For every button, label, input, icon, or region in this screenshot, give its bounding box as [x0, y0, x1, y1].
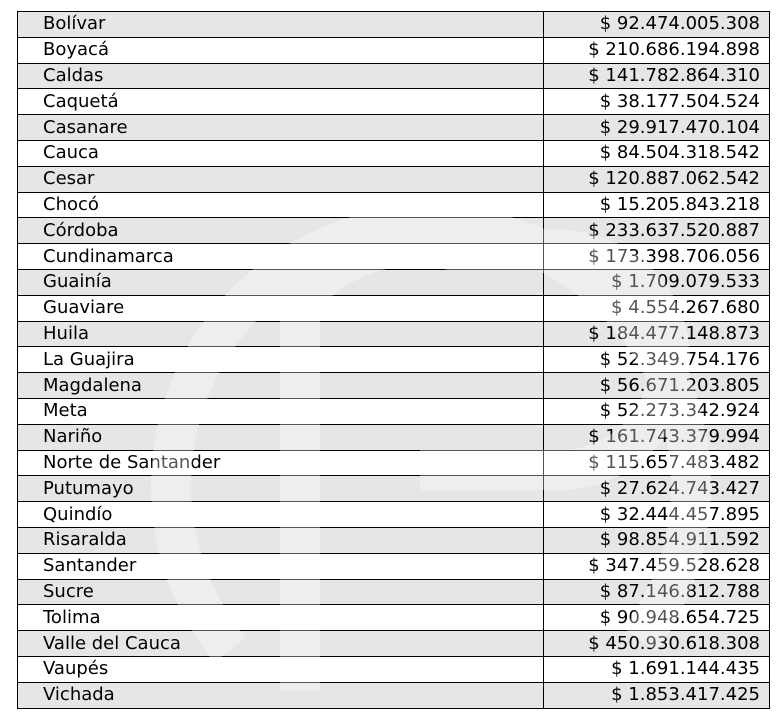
- amount-cell: $ 52.273.342.924: [544, 398, 770, 424]
- amount-cell: $ 161.743.379.994: [544, 424, 770, 450]
- department-cell: Bolívar: [18, 12, 544, 38]
- amount-cell: $ 1.691.144.435: [544, 656, 770, 682]
- amount-cell: $ 52.349.754.176: [544, 347, 770, 373]
- amount-cell: $ 29.917.470.104: [544, 115, 770, 141]
- department-cell: Meta: [18, 398, 544, 424]
- amount-cell: $ 1.709.079.533: [544, 269, 770, 295]
- department-cell: Santander: [18, 553, 544, 579]
- department-cell: Caldas: [18, 63, 544, 89]
- amount-cell: $ 27.624.743.427: [544, 476, 770, 502]
- department-cell: Caquetá: [18, 89, 544, 115]
- table-row: [18, 424, 770, 450]
- table-row: [18, 269, 770, 295]
- table-row: [18, 89, 770, 115]
- amount-cell: $ 184.477.148.873: [544, 321, 770, 347]
- amount-cell: $ 450.930.618.308: [544, 631, 770, 657]
- department-cell: Chocó: [18, 192, 544, 218]
- department-cell: La Guajira: [18, 347, 544, 373]
- department-cell: Tolima: [18, 605, 544, 631]
- amount-cell: $ 92.474.005.308: [544, 12, 770, 38]
- table-row: [18, 476, 770, 502]
- amount-cell: $ 98.854.911.592: [544, 527, 770, 553]
- department-cell: Risaralda: [18, 527, 544, 553]
- amount-cell: $ 4.554.267.680: [544, 295, 770, 321]
- amount-cell: $ 233.637.520.887: [544, 218, 770, 244]
- department-cell: Putumayo: [18, 476, 544, 502]
- table-row: [18, 631, 770, 657]
- table-row: [18, 192, 770, 218]
- amount-cell: $ 347.459.528.628: [544, 553, 770, 579]
- department-cell: Cauca: [18, 140, 544, 166]
- department-cell: Sucre: [18, 579, 544, 605]
- table-row: [18, 579, 770, 605]
- department-allocation-table: [17, 11, 770, 709]
- department-cell: Guaviare: [18, 295, 544, 321]
- department-cell: Vaupés: [18, 656, 544, 682]
- department-cell: Quindío: [18, 502, 544, 528]
- department-cell: Cesar: [18, 166, 544, 192]
- amount-cell: $ 173.398.706.056: [544, 244, 770, 270]
- table-row: [18, 682, 770, 708]
- department-cell: Magdalena: [18, 373, 544, 399]
- amount-cell: $ 87.146.812.788: [544, 579, 770, 605]
- allocation-table-container: [17, 11, 758, 709]
- amount-cell: $ 90.948.654.725: [544, 605, 770, 631]
- table-row: [18, 527, 770, 553]
- table-row: [18, 12, 770, 38]
- table-row: [18, 63, 770, 89]
- table-row: [18, 656, 770, 682]
- amount-cell: $ 84.504.318.542: [544, 140, 770, 166]
- amount-cell: $ 32.444.457.895: [544, 502, 770, 528]
- table-row: [18, 218, 770, 244]
- amount-cell: $ 15.205.843.218: [544, 192, 770, 218]
- table-row: [18, 321, 770, 347]
- department-cell: Córdoba: [18, 218, 544, 244]
- table-row: [18, 605, 770, 631]
- amount-cell: $ 38.177.504.524: [544, 89, 770, 115]
- amount-cell: $ 115.657.483.482: [544, 450, 770, 476]
- table-row: [18, 140, 770, 166]
- table-body: [18, 12, 770, 709]
- department-cell: Casanare: [18, 115, 544, 141]
- table-row: [18, 373, 770, 399]
- table-row: [18, 553, 770, 579]
- amount-cell: $ 120.887.062.542: [544, 166, 770, 192]
- table-row: [18, 37, 770, 63]
- department-cell: Boyacá: [18, 37, 544, 63]
- table-row: [18, 295, 770, 321]
- department-cell: Cundinamarca: [18, 244, 544, 270]
- department-cell: Huila: [18, 321, 544, 347]
- department-cell: Guainía: [18, 269, 544, 295]
- department-cell: Nariño: [18, 424, 544, 450]
- amount-cell: $ 56.671.203.805: [544, 373, 770, 399]
- department-cell: Vichada: [18, 682, 544, 708]
- amount-cell: $ 141.782.864.310: [544, 63, 770, 89]
- department-cell: Valle del Cauca: [18, 631, 544, 657]
- table-row: [18, 166, 770, 192]
- table-row: [18, 347, 770, 373]
- table-row: [18, 450, 770, 476]
- table-row: [18, 244, 770, 270]
- amount-cell: $ 1.853.417.425: [544, 682, 770, 708]
- table-row: [18, 502, 770, 528]
- table-row: [18, 115, 770, 141]
- amount-cell: $ 210.686.194.898: [544, 37, 770, 63]
- table-row: [18, 398, 770, 424]
- department-cell: Norte de Santander: [18, 450, 544, 476]
